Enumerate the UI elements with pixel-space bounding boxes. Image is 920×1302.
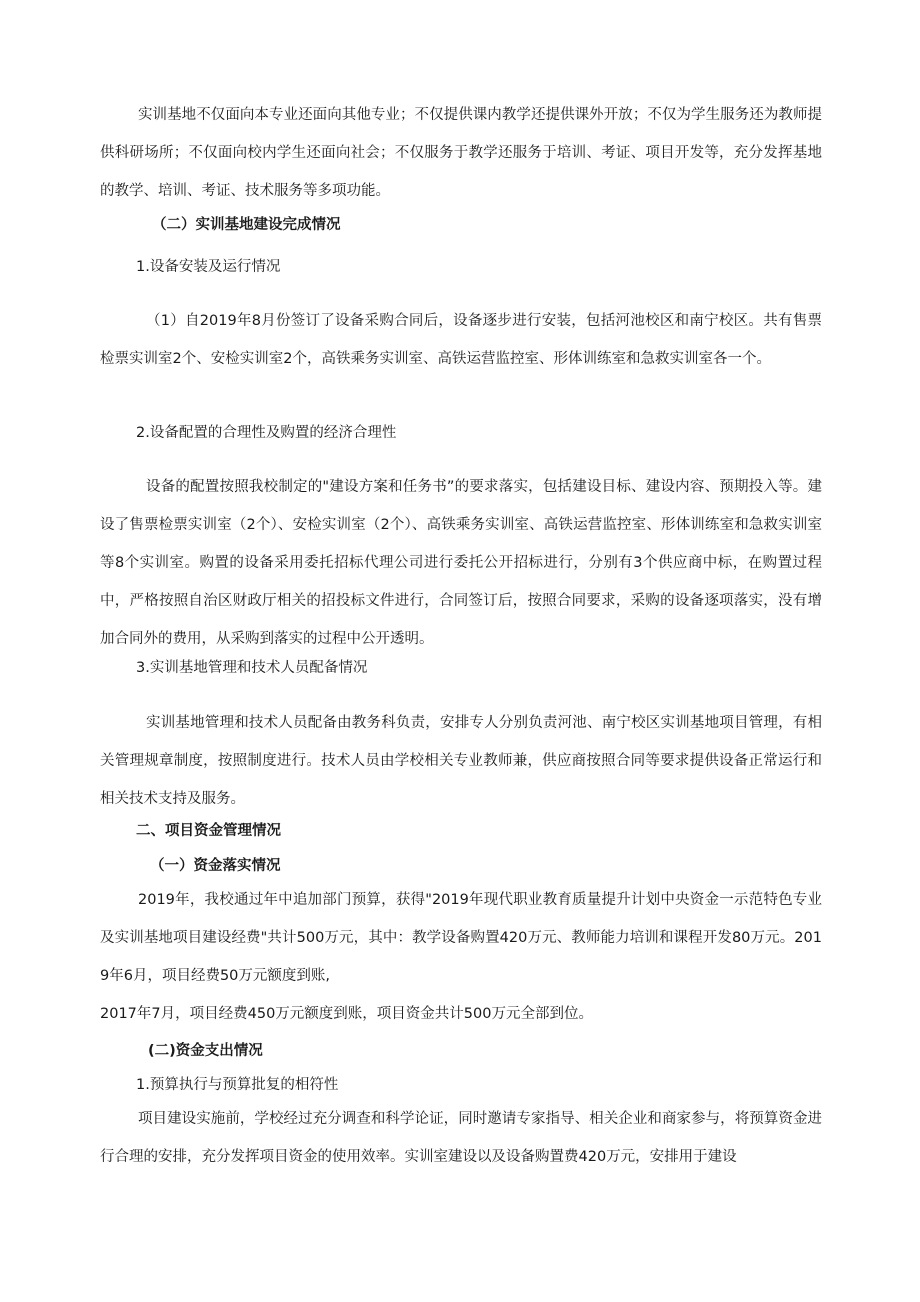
heading-section-2-construction: （二）实训基地建设完成情况 <box>152 217 341 233</box>
paragraph-staffing: 实训基地管理和技术人员配备由教务科负责，安排专人分别负责河池、南宁校区实训基地项目管理，有相关管理规章制度，按照制度进行。技术人员由学校相关专业教师兼，供应商按照合同等要求提供设备正常运行和相关技术支持及服务。 <box>100 715 822 807</box>
paragraph-fund-arrival: 2017年7月，项目经费450万元额度到账，项目资金共计500万元全部到位。 <box>100 1006 593 1022</box>
paragraph-equipment-configuration: 设备的配置按照我校制定的"建设方案和任务书”的要求落实，包括建设目标、建设内容、预期投入等。建设了售票检票实训室（2个）、安检实训室（2个）、高铁乘务实训室、高铁运营监控室、形体训练室和急救实训室等8个实训室。购置的设备采用委托招标代理公司进行委托公开招标进行，分别有3个供应商中标，在购置过程中，严格按照自治区财政厅相关的招投标文件进行，合同签订后，按照合同要求，采购的设备逐项落实，没有增加合同外的费用，从采购到落实的过程中公开透明。 <box>100 479 822 647</box>
heading-fund-expenditure: (二)资金支出情况 <box>148 1043 263 1059</box>
paragraph-budget-consistency: 项目建设实施前，学校经过充分调查和科学论证，同时邀请专家指导、相关企业和商家参与，将预算资金进行合理的安排，充分发挥项目资金的使用效率。实训室建设以及设备购置费420万元，安排用于建设 <box>100 1111 822 1165</box>
heading-budget-consistency: 1.预算执行与预算批复的相符性 <box>136 1077 339 1093</box>
paragraph-equipment-installation: （1）自2019年8月份签订了设备采购合同后，设备逐步进行安装，包括河池校区和南宁校区。共有售票检票实训室2个、安检实训室2个，高铁乘务实训室、高铁运营监控室、形体训练室和急救实训室各一个。 <box>100 313 822 367</box>
heading-part-2-fund-management: 二、项目资金管理情况 <box>136 823 281 839</box>
heading-item-2-equipment-configuration: 2.设备配置的合理性及购置的经济合理性 <box>136 425 397 441</box>
paragraph-fund-implementation: 2019年，我校通过年中追加部门预算，获得"2019年现代职业教育质量提升计划中央资金一示范特色专业及实训基地项目建设经费"共计500万元，其中：教学设备购置420万元、教师能力培训和课程开发80万元。2019年6月，项目经费50万元额度到账, <box>100 892 822 984</box>
heading-item-1-equipment-installation: 1.设备安装及运行情况 <box>136 259 281 275</box>
heading-item-3-staffing: 3.实训基地管理和技术人员配备情况 <box>136 660 368 676</box>
paragraph-base-functions: 实训基地不仅面向本专业还面向其他专业；不仅提供课内教学还提供课外开放；不仅为学生服务还为教师提供科研场所；不仅面向校内学生还面向社会；不仅服务于教学还服务于培训、考证、项目开发等，充分发挥基地的教学、培训、考证、技术服务等多项功能。 <box>100 107 822 199</box>
heading-fund-implementation: （一）资金落实情况 <box>150 858 281 874</box>
